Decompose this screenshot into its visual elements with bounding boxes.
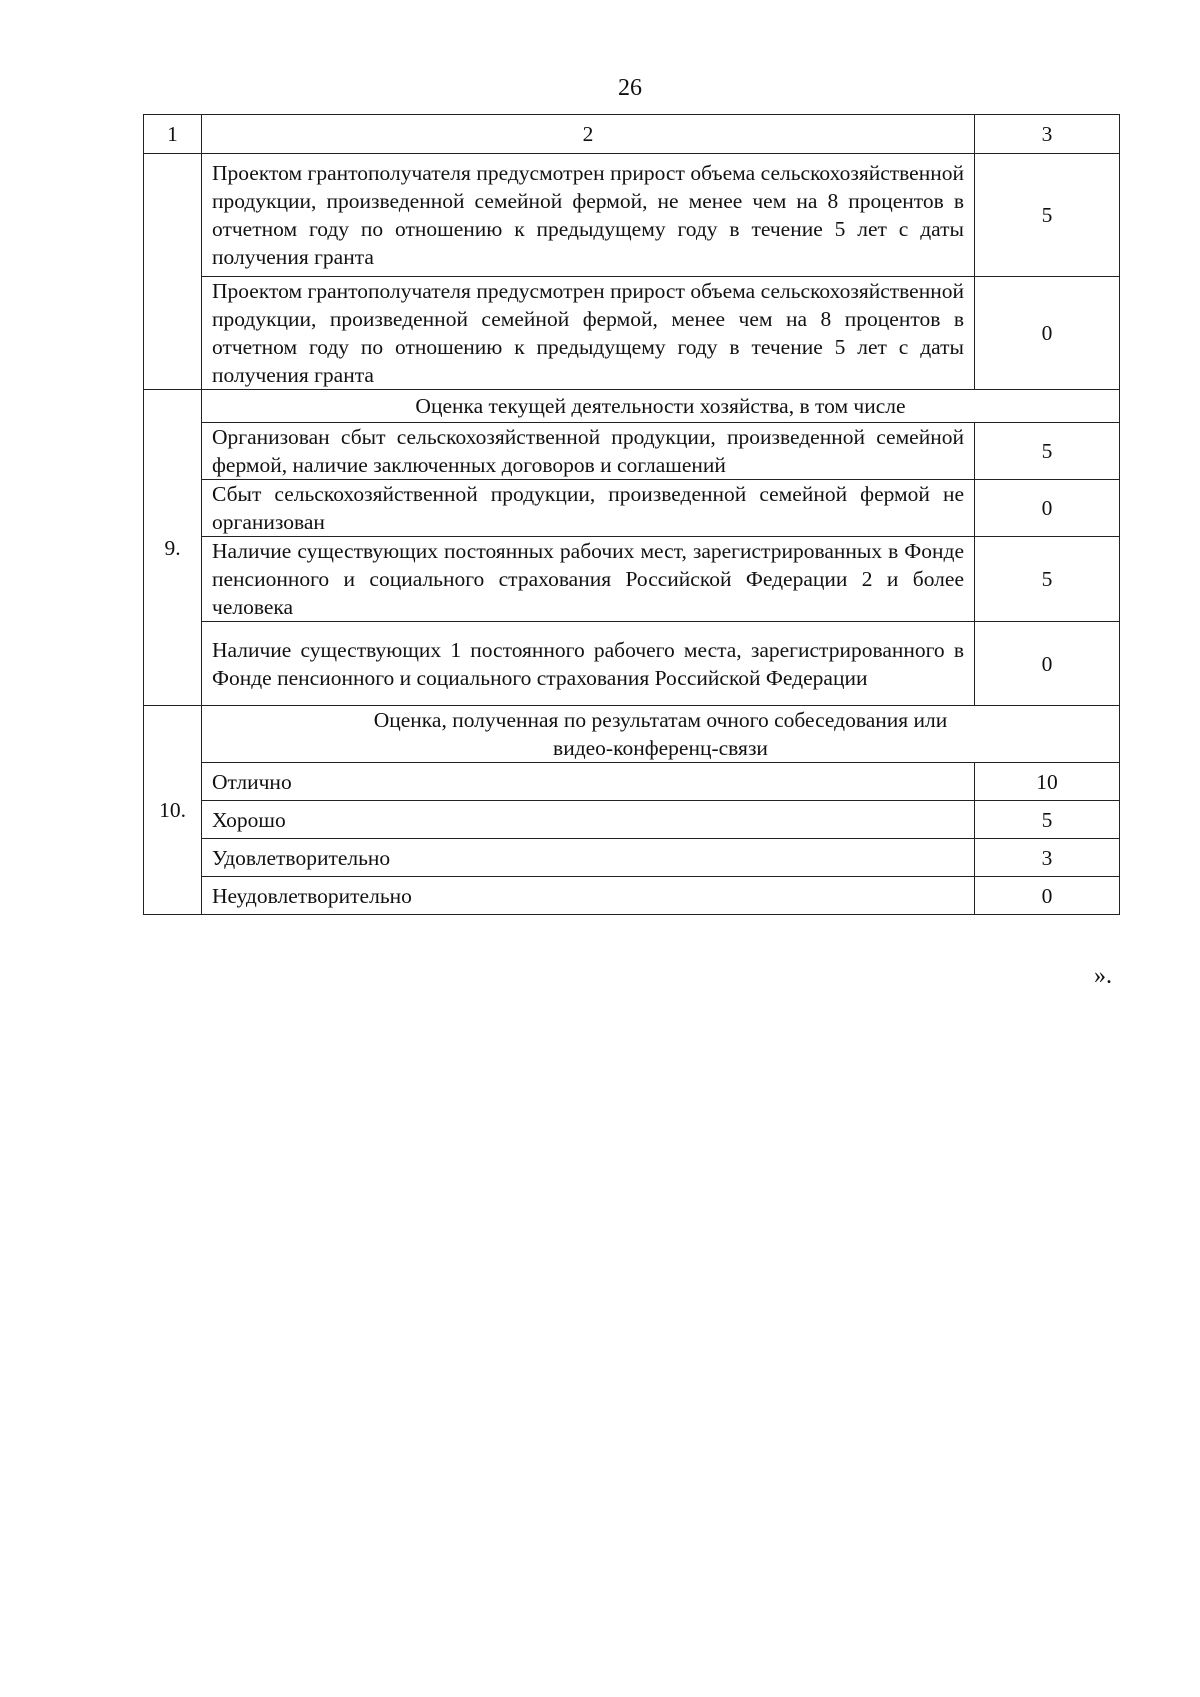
criterion-text: Проектом грантополучателя предусмотрен прирост объема сельскохозяйственной продукции, произведенной семейной фермой, не менее чем на 8 процентов в отчетном году по отношению к предыдущему году в течение 5 лет с даты получения гранта: [202, 154, 975, 277]
table-row: [144, 763, 1120, 801]
criterion-text: Наличие существующих постоянных рабочих мест, зарегистрированных в Фонде пенсионного и социального страхования Российской Федерации 2 и более человека: [202, 537, 975, 622]
criterion-score: 0: [975, 480, 1120, 537]
grade-text: Неудовлетворительно: [202, 877, 975, 915]
table-row: [144, 622, 1120, 706]
subheader-line-1: Оценка, полученная по результатам очного собеседования или: [373, 708, 948, 732]
criterion-score: 0: [975, 277, 1120, 390]
subheader-line-2: видео-конференц-связи: [553, 736, 768, 760]
header-cell-2: 2: [202, 115, 975, 154]
criterion-text: Сбыт сельскохозяйственной продукции, произведенной семейной фермой не организован: [202, 480, 975, 537]
table-row: [144, 706, 1120, 763]
table-row: [144, 390, 1120, 423]
table-row: [144, 877, 1120, 915]
grade-score: 5: [975, 801, 1120, 839]
table-row: [144, 801, 1120, 839]
criterion-score: 0: [975, 622, 1120, 706]
grade-score: 10: [975, 763, 1120, 801]
closing-quote: ».: [1094, 963, 1112, 989]
grade-text: Отлично: [202, 763, 975, 801]
criterion-score: 5: [975, 154, 1120, 277]
row-number-10: 10.: [144, 706, 202, 915]
criterion-text: Наличие существующих 1 постоянного рабочего места, зарегистрированного в Фонде пенсионного и социального страхования Российской Федерации: [202, 622, 975, 706]
table-row: [144, 154, 1120, 277]
table-row: [144, 423, 1120, 480]
criterion-score: 5: [975, 537, 1120, 622]
grade-score: 3: [975, 839, 1120, 877]
grade-text: Удовлетворительно: [202, 839, 975, 877]
header-cell-1: 1: [144, 115, 202, 154]
header-cell-3: 3: [975, 115, 1120, 154]
criteria-table: [143, 114, 1120, 915]
criterion-text: Организован сбыт сельскохозяйственной продукции, произведенной семейной фермой, наличие заключенных договоров и соглашений: [202, 423, 975, 480]
page-number: 26: [618, 75, 642, 101]
grade-score: 0: [975, 877, 1120, 915]
row-number-9: 9.: [144, 390, 202, 706]
grade-text: Хорошо: [202, 801, 975, 839]
criterion-score: 5: [975, 423, 1120, 480]
criterion-text: Проектом грантополучателя предусмотрен прирост объема сельскохозяйственной продукции, произведенной семейной фермой, менее чем на 8 процентов в отчетном году по отношению к предыдущему году в течение 5 лет с даты получения гранта: [202, 277, 975, 390]
section-subheader-9: Оценка текущей деятельности хозяйства, в том числе: [202, 390, 1120, 423]
row-number-cell-empty: [144, 154, 202, 390]
section-subheader-10: [202, 706, 1120, 763]
table-row: [144, 537, 1120, 622]
table-row: [144, 277, 1120, 390]
table-row: [144, 839, 1120, 877]
table-row: [144, 480, 1120, 537]
table-header-row: [144, 115, 1120, 154]
